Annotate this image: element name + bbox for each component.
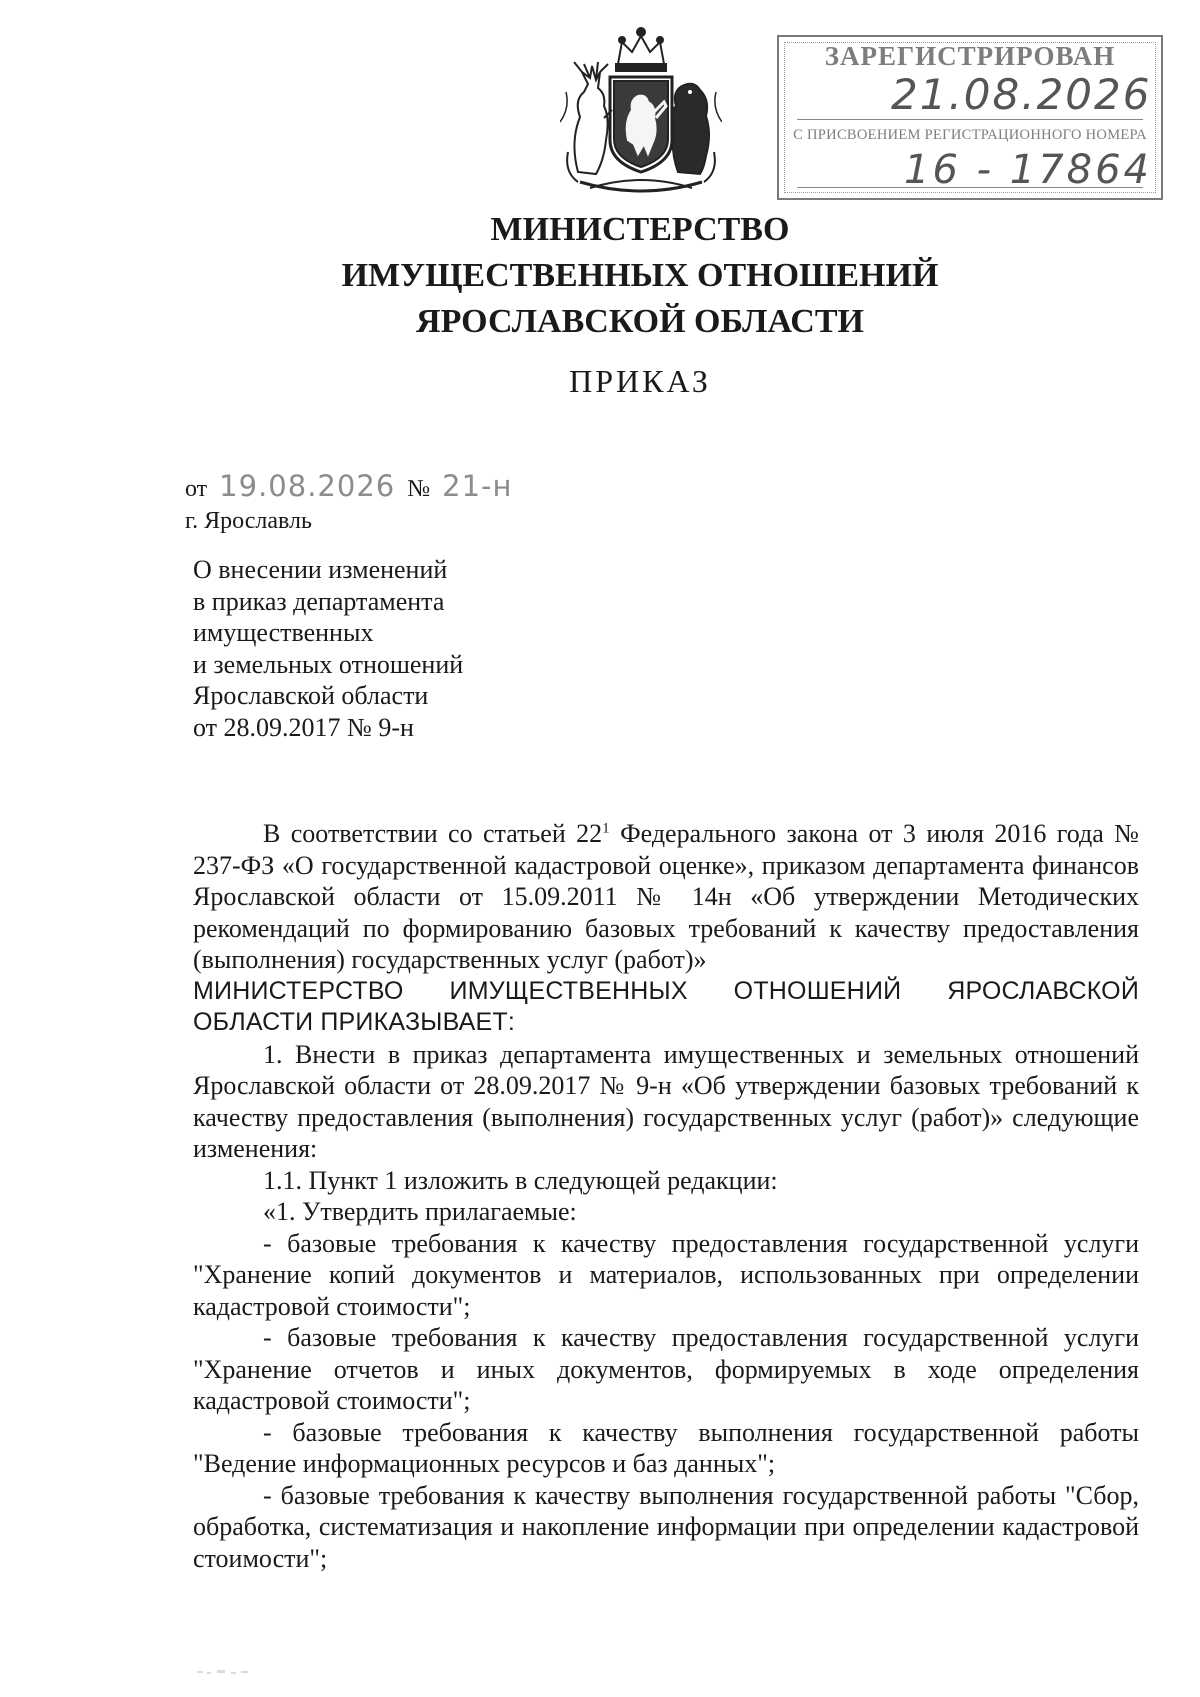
list-item: - базовые требования к качеству выполнения государственной работы "Сбор, обработка, систематизация и накопление информации при определении кадастровой стоимости"; [193,1480,1139,1573]
preamble-text-b: Федерального закона от 3 июля 2016 года № 237-ФЗ «О государственной кадастровой оценке», приказом департамента финансов Ярославской области от 15.09.2011 № 14н «Об утверждении Методических рекомендаций по формированию базовых требований к качеству предоставления (выполнения) государственных услуг (работ)» [193,819,1139,974]
clause-approve: «1. Утвердить прилагаемые: [263,1197,577,1226]
stamp-date: 21.08.2026 [891,70,1152,119]
stamp-title: ЗАРЕГИСТРИРОВАН [824,41,1116,71]
clause-1: 1. Внести в приказ департамента имущественных и земельных отношений Ярославской области от 28.09.2017 № 9-н «Об утверждении базовых требований к качеству предоставления (выполнения) государственных услуг (работ)» следующие изменения: [193,1039,1139,1163]
article-superscript: 1 [602,820,610,837]
order-date: 19.08.2026 [219,469,396,503]
subject-line: О внесении изменений [193,555,448,584]
org-line: МИНИСТЕРСТВО [490,211,790,248]
subject-line: в приказ департамента [193,586,445,616]
subject-line: от 28.09.2017 № 9-н [193,712,414,742]
org-line: ЯРОСЛАВСКОЙ ОБЛАСТИ [416,303,864,340]
list-item: - базовые требования к качеству предоставления государственной услуги "Хранение отчетов и иных документов, формируемых в ходе определения кадастровой стоимости"; [193,1323,1139,1415]
org-line: ИМУЩЕСТВЕННЫХ ОТНОШЕНИЙ [341,257,939,294]
preamble-text-a: В соответствии со статьей 22 [263,819,603,848]
order-number: 21-н [442,469,513,503]
stamp-registration-number: 16 - 17864 [904,147,1153,193]
registration-stamp [777,35,1163,200]
subject-line: и земельных отношений [193,649,464,679]
number-label: № [407,476,431,502]
stamp-caption: С ПРИСВОЕНИЕМ РЕГИСТРАЦИОННОГО НОМЕРА [793,127,1147,143]
document-type: ПРИКАЗ [569,363,711,399]
coat-of-arms-icon [560,22,722,200]
list-item: - базовые требования к качеству предоставления государственной услуги "Хранение копий документов и материалов, использованных при определении кадастровой стоимости"; [193,1228,1139,1321]
orders-paragraph: МИНИСТЕРСТВО ИМУЩЕСТВЕННЫХ ОТНОШЕНИЙ ЯРОСЛАВСКОЙ ОБЛАСТИ ПРИКАЗЫВАЕТ: [193,976,1139,1036]
organization-title [0,207,1200,345]
order-meta [185,470,518,537]
order-date-number [185,470,518,505]
list-item: - базовые требования к качеству выполнения государственной работы "Ведение информационных ресурсов и баз данных"; [193,1417,1139,1478]
order-body [193,818,1139,1574]
subject-line: имущественных [193,618,374,647]
from-label: от [185,476,208,502]
order-subject [193,554,463,743]
subject-line: Ярославской области [193,681,429,710]
stamp-divider [797,187,1143,188]
stamp-divider [797,119,1143,120]
city: г. Ярославль [185,508,312,534]
clause-1-1: 1.1. Пункт 1 изложить в следующей редакции: [263,1165,778,1195]
preamble-paragraph [193,818,1139,976]
scan-speck [197,1669,252,1677]
